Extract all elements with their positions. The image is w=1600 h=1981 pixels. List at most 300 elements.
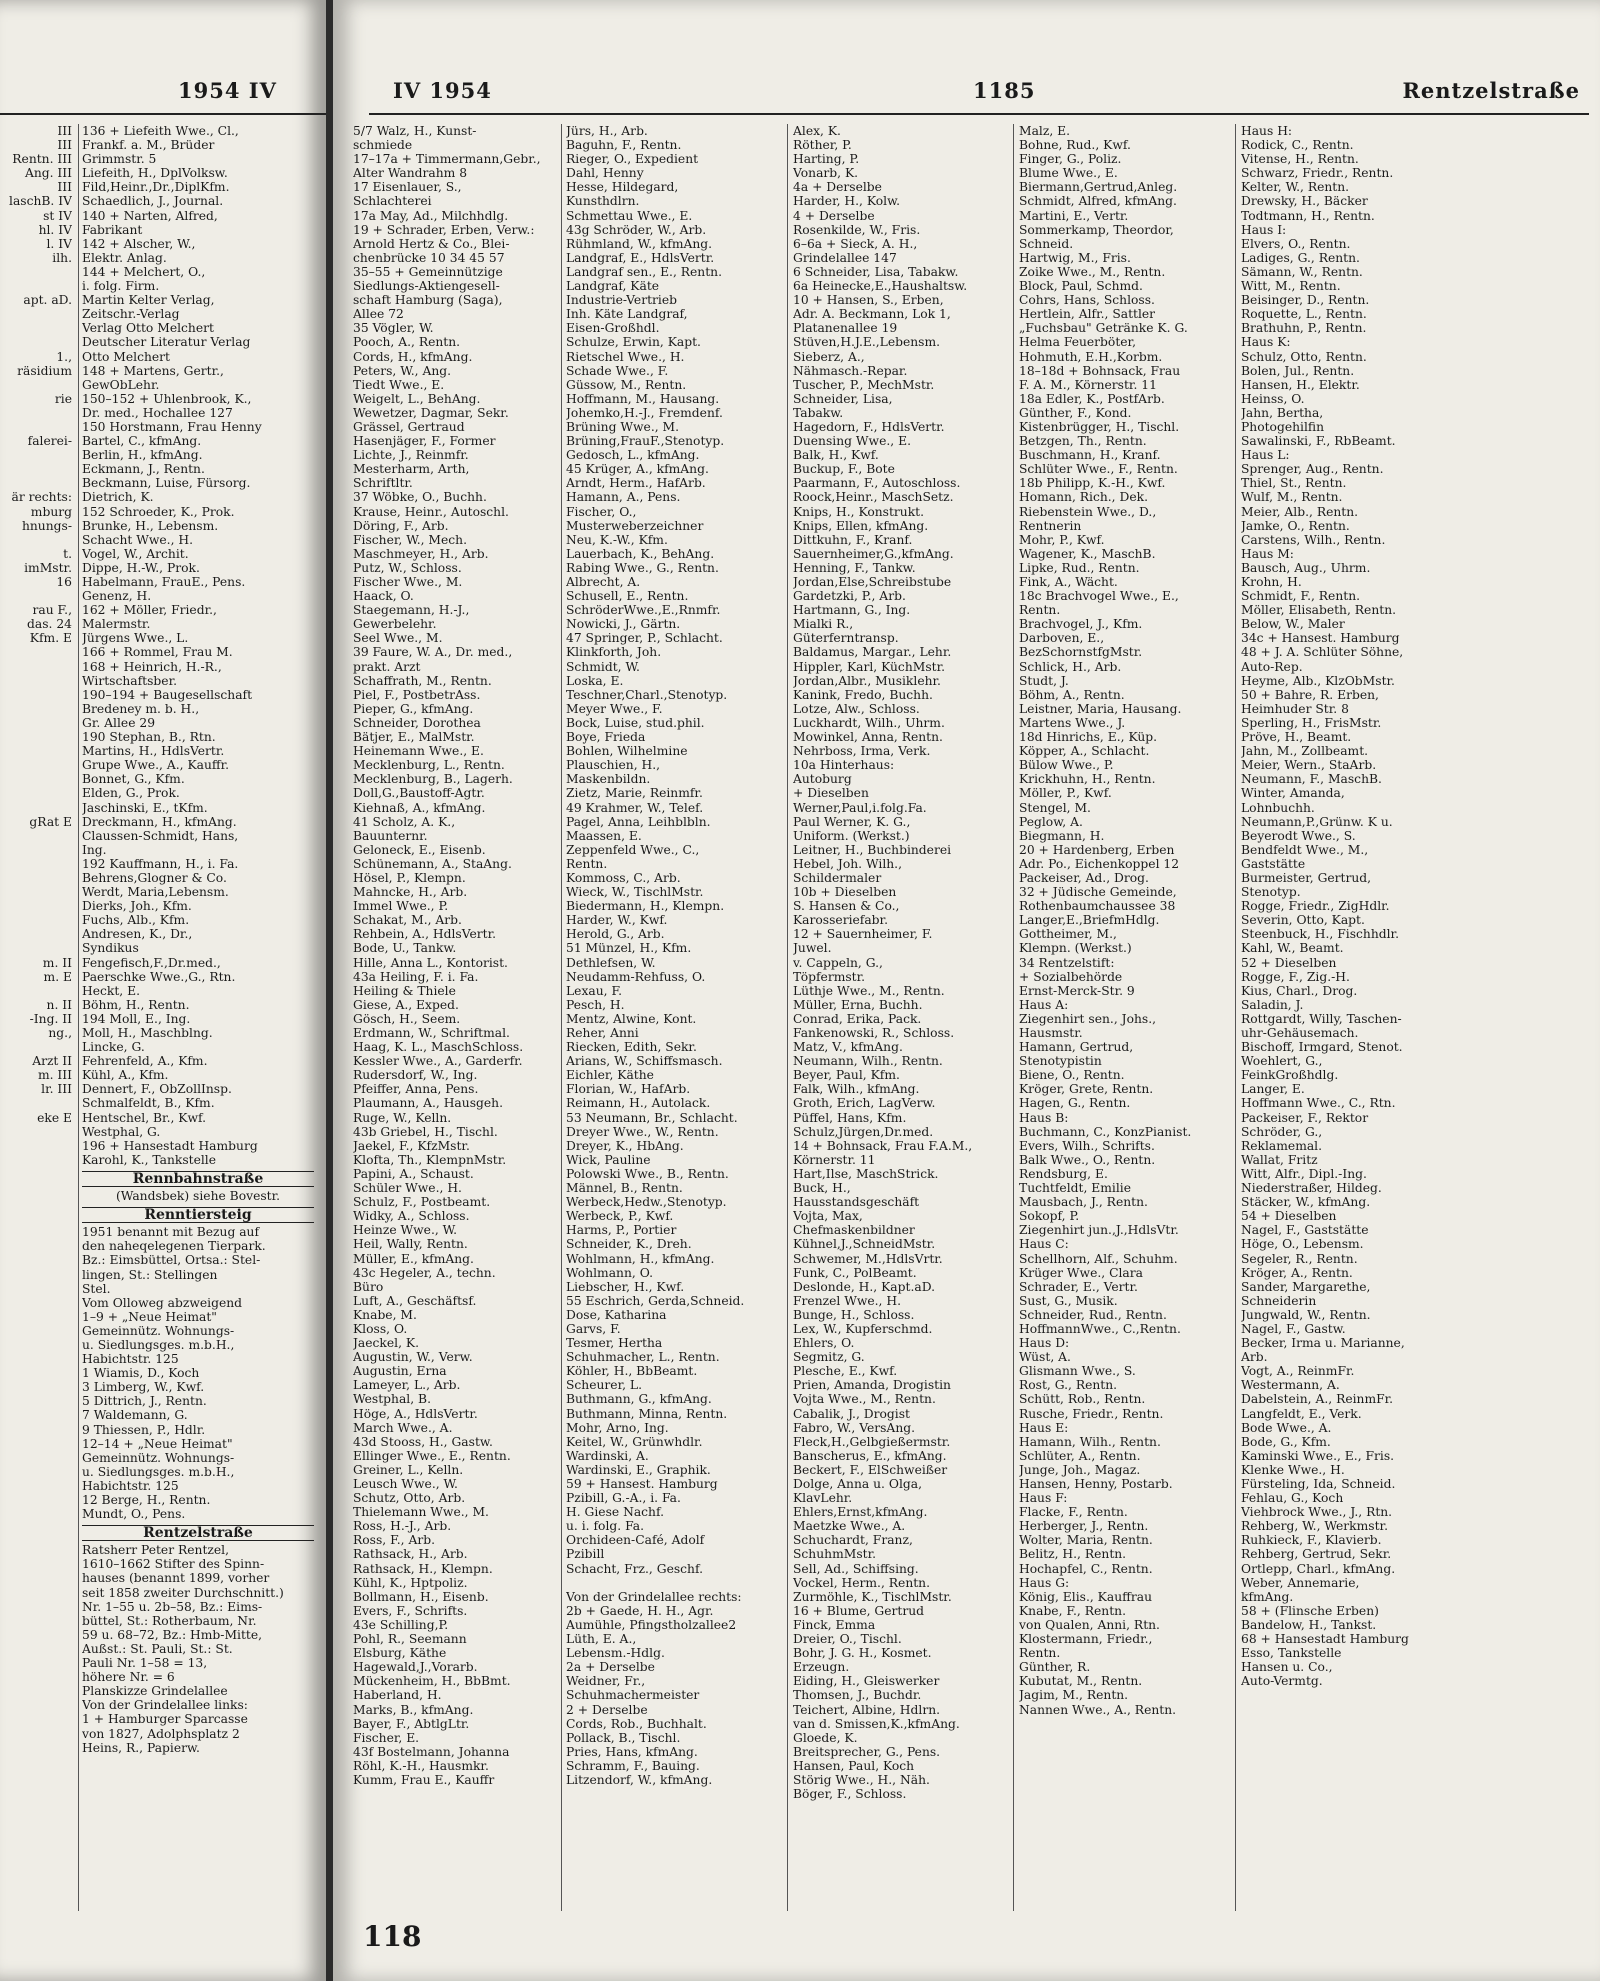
directory-entry: Bonnet, G., Kfm. [82,772,185,787]
directory-entry: Bauunternr. [353,828,428,843]
directory-entry [0,730,72,744]
directory-entry: laschB. IV [9,194,72,209]
directory-entry: Lichte, J., Reinmfr. [353,448,469,463]
directory-entry: Schriftltr. [353,476,413,491]
directory-entry: 43f Bostelmann, Johanna [353,1744,510,1759]
directory-entry: Klenke Wwe., H. [1241,1462,1345,1477]
directory-entry: Pieper, G., kfmAng. [353,701,474,716]
directory-entry: Kubutat, M., Rentn. [1019,1674,1143,1689]
directory-entry: Dippe, H.-W., Prok. [82,560,200,575]
directory-entry: Cabalik, J., Drogist [793,1406,910,1421]
directory-entry: Schramm, F., Bauing. [566,1758,700,1773]
directory-entry: Liefeith, H., DplVolksw. [82,166,228,181]
directory-entry: Dennert, F., ObZollInsp. [82,1082,232,1097]
directory-entry: st IV [43,208,72,223]
directory-entry: Tabakw. [793,405,844,420]
directory-entry: Verlag Otto Melchert [82,321,214,336]
directory-entry: 2b + Gaede, H. H., Agr. [566,1603,714,1618]
directory-entry [0,899,72,913]
directory-entry: Ross, F., Arb. [353,1533,435,1548]
directory-entry: Lipke, Rud., Rentn. [1019,560,1140,575]
directory-entry: Litzendorf, W., kfmAng. [566,1772,713,1787]
directory-entry: Kühl, K., Hptpoliz. [353,1575,468,1590]
directory-entry: Kloss, O. [353,1321,408,1336]
directory-entry: Segmitz, G. [793,1350,865,1365]
directory-entry: 140 + Narten, Alfred, [82,208,218,223]
directory-entry [566,1576,783,1590]
directory-entry: Büro [353,1279,384,1294]
directory-entry: Liebscher, H., Kwf. [566,1279,685,1294]
directory-entry [0,321,72,335]
left-page-header: 1954 IV [178,78,277,103]
directory-entry: Jaschinski, E., tKfm. [82,800,208,815]
directory-entry: Rathsack, H., Arb. [353,1547,468,1562]
directory-entry: Sieberz, A., [793,349,865,364]
directory-entry: Zietz, Marie, Reinmfr. [566,786,703,801]
directory-entry: Ladiges, G., Rentn. [1241,250,1360,265]
directory-entry: Vockel, Herm., Rentn. [793,1575,931,1590]
street-heading: Rentzelstraße [1402,78,1580,103]
directory-entry: 59 u. 68–72, Bz.: Hmb-Mitte, [82,1627,263,1642]
directory-entry: Kumm, Frau E., Kauffr [353,1772,495,1787]
directory-entry: Sommerkamp, Theordor, [1019,222,1174,237]
directory-entry: Krüger Wwe., Clara [1019,1265,1143,1280]
directory-entry: 144 + Melchert, O., [82,264,206,279]
directory-entry: Elden, G., Prok. [82,786,180,801]
directory-entry: Orchideen-Café, Adolf [566,1533,705,1548]
directory-entry: Hagen, G., Rentn. [1019,1096,1131,1111]
directory-entry: Becker, Irma u. Marianne, [1241,1336,1405,1351]
directory-entry: eke E [37,1110,72,1125]
directory-entry: Industrie-Vertrieb [566,293,677,308]
directory-entry: Klempn. (Werkst.) [1019,941,1132,956]
directory-entry: Arndt, Herm., HafArb. [566,476,706,491]
directory-entry [0,462,72,476]
directory-column-2 [566,124,783,1881]
directory-entry: Kfm. E [29,631,72,646]
directory-entry: Nagel, F., Gaststätte [1241,1223,1369,1238]
directory-entry: Auto-Rep. [1241,659,1303,674]
directory-entry: 68 + Hansestadt Hamburg [1241,1632,1409,1647]
directory-entry: Höge, A., HdlsVertr. [353,1406,478,1421]
directory-entry: Karohl, K., Tankstelle [82,1152,217,1167]
directory-entry: Ruhkieck, F., Klavierb. [1241,1533,1382,1548]
directory-entry: 1610–1662 Stifter des Spinn- [82,1557,265,1572]
directory-entry: Bollmann, H., Eisenb. [353,1589,489,1604]
directory-entry: Meier, Alb., Rentn. [1241,504,1359,519]
directory-entry: Maschmeyer, H., Arb. [353,546,489,561]
directory-entry: Rathsack, H., Klempn. [353,1561,493,1576]
directory-entry: HoffmannWwe., C.,Rentn. [1019,1321,1181,1336]
directory-entry: Arnold Hertz & Co., Blei- [353,236,510,251]
directory-entry: Betzgen, Th., Rentn. [1019,434,1147,449]
directory-entry: Harting, P. [793,152,860,167]
directory-entry: Krohn, H. [1241,575,1302,589]
directory-entry: Klofta, Th., KlempnMstr. [353,1152,507,1167]
directory-entry: Haus H: [1241,124,1293,138]
directory-entry: 10 + Hansen, S., Erben, [793,293,944,308]
directory-entry: Staegemann, H.-J., [353,603,470,618]
directory-entry: 4a + Derselbe [793,180,882,195]
directory-entry: Brunke, H., Lebensm. [82,518,219,533]
directory-entry: Mückenheim, H., BbBmt. [353,1674,511,1689]
directory-entry: Ross, H.-J., Arb. [353,1519,452,1534]
directory-entry: Otto Melchert [82,349,170,364]
directory-entry: Gemeinnütz. Wohnungs- [82,1450,235,1465]
directory-entry: Prien, Amanda, Drogistin [793,1378,951,1393]
directory-entry: 18c Brachvogel Wwe., E., [1019,589,1179,604]
directory-entry: Malermstr. [82,617,151,632]
directory-entry: Meier, Wern., StaArb. [1241,758,1377,773]
directory-entry: van d. Smissen,K.,kfmAng. [793,1716,960,1731]
directory-entry: Ernst-Merck-Str. 9 [1019,983,1135,998]
directory-entry: Bunge, H., Schloss. [793,1307,915,1322]
directory-entry: Reimann, H., Autolack. [566,1096,711,1111]
directory-entry: chenbrücke 10 34 45 57 [353,250,505,265]
directory-entry: Nähmasch.-Repar. [793,363,908,378]
directory-entry: Greiner, L., Kelln. [353,1462,464,1477]
directory-entry: Möller, Elisabeth, Rentn. [1241,603,1397,618]
directory-entry: Haus A: [1019,997,1069,1012]
directory-entry: Landgraf, E., HdlsVertr. [566,250,715,265]
directory-entry: Vojta, Max, [793,1209,863,1224]
directory-entry: 35 Vögler, W. [353,321,434,336]
directory-entry: Biegmann, H. [1019,828,1105,843]
directory-entry: Habichtstr. 125 [82,1352,179,1367]
directory-entry: 1 + Hamburger Sparcasse [82,1712,248,1727]
directory-entry: 136 + Liefeith Wwe., Cl., [82,124,239,138]
directory-entry: Pzibill [566,1547,605,1562]
directory-entry: Sust, G., Musik. [1019,1293,1118,1308]
directory-entry: Packeiser, F., Rektor [1241,1110,1369,1125]
directory-entry [0,660,72,674]
directory-entry: Hagedorn, F., HdlsVertr. [793,419,945,434]
directory-entry: Buthmann, G., kfmAng. [566,1392,712,1407]
directory-entry: Hausmstr. [1019,1026,1083,1040]
directory-entry: Jürs, H., Arb. [566,124,648,138]
directory-entry: Mohr, Arno, Ing. [566,1420,669,1435]
directory-entry: König, Elis., Kauffrau [1019,1589,1152,1604]
directory-entry: 142 + Alscher, W., [82,236,196,251]
directory-entry: Rehberg, Gertrud, Sekr. [1241,1547,1392,1562]
directory-entry [0,744,72,758]
directory-entry: Ziegenhirt sen., Johs., [1019,1011,1157,1026]
directory-entry: 190–194 + Baugesellschaft [82,687,253,702]
column-divider [78,124,79,1911]
directory-entry [0,871,72,885]
directory-entry: Todtmann, H., Rentn. [1241,208,1375,223]
directory-entry: Röhl, K.-H., Hausmkr. [353,1758,489,1773]
directory-entry: Falk, Wilh., kfmAng. [793,1082,920,1097]
directory-entry: Gewerbelehr. [353,617,437,632]
directory-entry: Arians, W., Schiffsmasch. [566,1054,723,1069]
directory-entry: Stel. [82,1281,111,1296]
directory-entry: Beckmann, Luise, Fürsorg. [82,476,251,491]
directory-entry: 58 + (Flinsche Erben) [1241,1603,1379,1618]
directory-entry: Neumann,P.,Grünw. K u. [1241,814,1393,829]
directory-entry: Peters, W., Ang. [353,363,452,378]
directory-entry: Kius, Charl., Drog. [1241,983,1358,998]
directory-entry: Landgraf, Käte [566,279,660,294]
directory-entry: Bohr, J. G. H., Kosmet. [793,1646,932,1661]
directory-entry: Schünemann, A., StaAng. [353,856,512,871]
directory-entry: Fild,Heinr.,Dr.,DiplKfm. [82,180,230,195]
directory-entry: von Qualen, Anni, Rtn. [1019,1617,1160,1632]
directory-entry: Lexau, F. [566,983,622,998]
directory-entry: Kommoss, C., Arb. [566,870,681,885]
directory-entry: Alter Wandrahm 8 [353,166,468,181]
directory-entry: Leitner, H., Buchbinderei [793,842,952,857]
directory-entry: Gedosch, L., kfmAng. [566,448,700,463]
directory-entry: Haus E: [1019,1420,1069,1435]
directory-entry: Müller, Erna, Buchh. [793,997,923,1012]
directory-entry: hauses (benannt 1899, vorher [82,1571,270,1586]
directory-entry: Brüning,FrauF.,Stenotyp. [566,434,725,449]
directory-entry: Wirtschaftsber. [82,673,178,688]
directory-entry: Paerschke Wwe.,G., Rtn. [82,969,236,984]
directory-entry: Claussen-Schmidt, Hans, [82,828,239,843]
directory-entry: Lüthje Wwe., M., Rentn. [793,983,945,998]
right-page-header-left: IV 1954 [393,78,492,103]
directory-entry: Hesse, Hildegard, [566,180,679,195]
directory-entry: Jordan,Albr., Musiklehr. [793,673,941,688]
directory-entry: Schneider, Rud., Rentn. [1019,1307,1167,1322]
directory-entry: Böger, F., Schloss. [793,1787,907,1802]
directory-entry [0,857,72,871]
directory-entry: Köpper, A., Schlacht. [1019,744,1150,759]
directory-entry: Fankenowski, R., Schloss. [793,1026,955,1040]
directory-entry: 32 + Jüdische Gemeinde, [1019,885,1177,900]
directory-entry: Kessler Wwe., A., Garderfr. [353,1054,523,1069]
directory-entry [0,533,72,547]
directory-entry: Pzibill, G.-A., i. Fa. [566,1491,681,1506]
directory-entry: Töpfermstr. [793,969,866,984]
directory-entry: Schakat, M., Arb. [353,913,462,928]
directory-column-1 [353,124,558,1881]
directory-entry [0,913,72,927]
directory-entry: Fürsteling, Ida, Schneid. [1241,1477,1396,1491]
directory-entry: Ortlepp, Charl., kfmAng. [1241,1561,1396,1576]
directory-entry: 34c + Hansest. Hamburg [1241,631,1400,646]
directory-entry: 6–6a + Sieck, A. H., [793,236,918,251]
directory-entry: Grimmstr. 5 [82,152,157,167]
directory-entry: är rechts: [11,490,72,505]
directory-entry: Buckup, F., Bote [793,462,895,477]
street-note: (Wandsbek) siehe Bovestr. [115,1189,281,1204]
directory-entry: Rühmland, W., kfmAng. [566,236,713,251]
directory-entry: Dietrich, K. [82,490,154,505]
directory-entry: Evers, Wilh., Schrifts. [1019,1138,1155,1153]
directory-entry: Kahl, W., Beamt. [1241,941,1344,956]
directory-entry: Auto-Vermtg. [1241,1674,1323,1689]
directory-entry: Plauschien, H., [566,758,661,773]
directory-entry: Klostermann, Friedr., [1019,1632,1153,1647]
directory-entry: Langer, E. [1241,1082,1305,1097]
directory-entry: Fink, A., Wächt. [1019,575,1118,589]
directory-entry: imMstr. [24,560,72,575]
directory-entry: Teichert, Albine, Hdlrn. [793,1702,941,1717]
directory-entry: Schmidt, F., Rentn. [1241,589,1361,604]
directory-entry: Roquette, L., Rentn. [1241,307,1367,322]
directory-entry: Rentnerin [1019,518,1082,533]
directory-entry: Pfeiffer, Anna, Pens. [353,1082,479,1097]
directory-entry: 5/7 Walz, H., Kunst- [353,124,477,138]
directory-entry: Rogge, Friedr., ZigHdlr. [1241,899,1390,914]
directory-entry: Jaekel, F., KfzMstr. [353,1138,470,1153]
directory-entry: -Ing. II [29,1011,72,1026]
directory-entry: Deslonde, H., Kapt.aD. [793,1279,936,1294]
directory-entry: Dr. med., Hochallee 127 [82,405,233,420]
directory-entry: Rudersdorf, W., Ing. [353,1068,478,1083]
directory-entry: Sprenger, Aug., Rentn. [1241,462,1384,477]
directory-entry: 18–18d + Bohnsack, Frau [1019,363,1181,378]
directory-entry: Kanink, Fredo, Buchh. [793,687,933,702]
directory-entry: Kröger, Grete, Rentn. [1019,1082,1154,1097]
directory-entry: Schusell, E., Rentn. [566,589,689,604]
directory-entry: Block, Paul, Schmd. [1019,279,1143,294]
directory-entry [0,420,72,434]
directory-entry: Berlin, H., kfmAng. [82,448,203,463]
directory-entry: Schrader, E., Vertr. [1019,1279,1138,1294]
directory-entry: Homann, Rich., Dek. [1019,490,1148,505]
directory-entry: Hagewald,J.,Vorarb. [353,1660,478,1675]
directory-entry: Vojta Wwe., M., Rentn. [793,1392,936,1407]
directory-entry: Giese, A., Exped. [353,997,459,1012]
directory-entry: Lameyer, L., Arb. [353,1378,461,1393]
directory-entry: Severin, Otto, Kapt. [1241,913,1365,928]
directory-entry: Packeiser, Ad., Drog. [1019,870,1149,885]
directory-entry: hl. IV [38,222,72,237]
directory-entry: Carstens, Wilh., Rentn. [1241,532,1386,547]
directory-entry: m. III [37,1068,72,1083]
directory-entry: Rehberg, W., Werkmstr. [1241,1519,1388,1534]
directory-entry: 39 Faure, W. A., Dr. med., [353,645,513,660]
directory-entry: BezSchornstfgMstr. [1019,645,1143,660]
directory-entry [0,758,72,772]
directory-entry: Schneid. [1019,236,1074,251]
directory-entry: Landgraf sen., E., Rentn. [566,264,722,279]
directory-entry [0,645,72,659]
directory-entry: Luckhardt, Wilh., Uhrm. [793,715,945,730]
directory-entry: Woehlert, G., [1241,1054,1323,1069]
directory-entry: mburg [30,504,72,519]
directory-entry: Arb. [1241,1350,1268,1365]
directory-entry: Fuchs, Alb., Kfm. [82,913,190,928]
directory-entry: Moll, H., Maschblng. [82,1026,213,1040]
directory-entry: Papini, A., Schaust. [353,1166,474,1181]
directory-entry: Wallat, Fritz [1241,1152,1318,1167]
directory-entry: Vom Olloweg abzweigend [82,1295,243,1310]
directory-entry: Buthmann, Minna, Rentn. [566,1406,728,1421]
directory-entry: Augustin, Erna [353,1364,447,1379]
directory-entry: Heinze Wwe., W. [353,1223,458,1238]
directory-entry: Maassen, E. [566,828,642,843]
directory-entry: 48 + J. A. Schlüter Söhne, [1241,645,1404,660]
directory-entry: Grupe Wwe., A., Kauffr. [82,758,230,773]
directory-entry: Krause, Heinr., Autoschl. [353,504,509,519]
directory-entry: Rentn. [566,856,608,871]
directory-entry: Platanenallee 19 [793,321,898,336]
directory-entry: Haus G: [1019,1575,1070,1590]
directory-entry: Hausstandsgeschäft [793,1195,920,1210]
directory-entry [0,688,72,702]
directory-entry: Schneider, K., Dreh. [566,1237,692,1252]
directory-entry [0,843,72,857]
directory-entry: Teschner,Charl.,Stenotyp. [566,687,728,702]
directory-entry: Bock, Luise, stud.phil. [566,715,705,730]
directory-entry: Störig Wwe., H., Näh. [793,1772,930,1787]
directory-column-5 [1241,124,1456,1881]
directory-entry: Adr. Po., Eichenkoppel 12 [1019,856,1180,871]
directory-entry: Werdt, Maria,Lebensm. [82,885,229,900]
directory-entry: Rabing Wwe., G., Rentn. [566,560,719,575]
directory-entry: Jahn, M., Zollbeamt. [1241,744,1369,759]
directory-entry: Jordan,Else,Schreibstube [793,575,952,589]
street-header: Rentzelstraße [82,1525,314,1541]
directory-entry: Andresen, K., Dr., [82,927,193,942]
directory-entry: höhere Nr. = 6 [82,1670,175,1685]
directory-entry [0,885,72,899]
directory-entry: Gloede, K. [793,1730,858,1745]
directory-entry: Rothenbaumchaussee 38 [1019,899,1176,914]
directory-entry: Schildermaler [793,870,882,885]
directory-entry: Bartel, C., kfmAng. [82,434,202,449]
directory-entry: Musterweberzeichner [566,518,704,533]
directory-entry [0,378,72,392]
directory-entry: Hasenjäger, F., Former [353,434,496,449]
directory-entry: Geloneck, E., Eisenb. [353,842,486,857]
directory-entry: Glismann Wwe., S. [1019,1364,1136,1379]
directory-entry: Günther, F., Kond. [1019,405,1132,420]
directory-entry: 34 Rentzelstift: [1019,955,1115,970]
directory-entry: Heins, R., Papierw. [82,1740,200,1755]
directory-entry: Luft, A., Geschäftsf. [353,1293,477,1308]
directory-entry: Langer,E.,BriefmHdlg. [1019,913,1160,928]
directory-entry: Baguhn, F., Rentn. [566,138,682,153]
directory-entry: Junge, Joh., Magaz. [1019,1462,1141,1477]
directory-entry: Leusch Wwe., W. [353,1477,458,1491]
directory-entry: Schade Wwe., F. [566,363,669,378]
directory-entry: Siedlungs-Aktiengesell- [353,279,500,294]
directory-entry: Behrens,Glogner & Co. [82,870,227,885]
directory-entry: Kröger, A., Rentn. [1241,1265,1353,1280]
directory-entry: Dethlefsen, W. [566,955,656,970]
directory-entry: 54 + Dieselben [1241,1209,1337,1224]
directory-entry: Güterferntransp. [793,631,899,646]
directory-entry: Wolter, Maria, Rentn. [1019,1533,1153,1548]
directory-entry: Reklamemal. [1241,1138,1323,1153]
directory-entry: Haus C: [1019,1237,1069,1252]
directory-entry: Beckert, F., ElSchweißer [793,1462,948,1477]
directory-entry: schaft Hamburg (Saga), [353,293,503,308]
directory-entry: Stengel, M. [1019,800,1091,815]
directory-entry: Stenotyp. [1241,885,1301,900]
directory-entry: Marks, B., kfmAng. [353,1702,474,1717]
directory-entry [0,307,72,321]
column-divider [787,124,788,1911]
directory-entry: Matz, V., kfmAng. [793,1040,903,1055]
directory-entry: Roock,Heinr., MaschSetz. [793,490,954,505]
directory-entry: Fleck,H.,Gelbgießermstr. [793,1434,951,1449]
directory-entry: Nehrboss, Irma, Verk. [793,744,931,759]
directory-entry: Gemeinnütz. Wohnungs- [82,1323,235,1338]
directory-entry: rau F., [32,603,72,618]
directory-entry: Pohl, R., Seemann [353,1632,467,1647]
directory-entry: Aumühle, Pfingstholzallee2 [566,1617,737,1632]
directory-entry: Tesmer, Hertha [566,1336,663,1351]
directory-entry: Deutscher Literatur Verlag [82,335,251,350]
directory-entry: Malz, E. [1019,124,1071,138]
